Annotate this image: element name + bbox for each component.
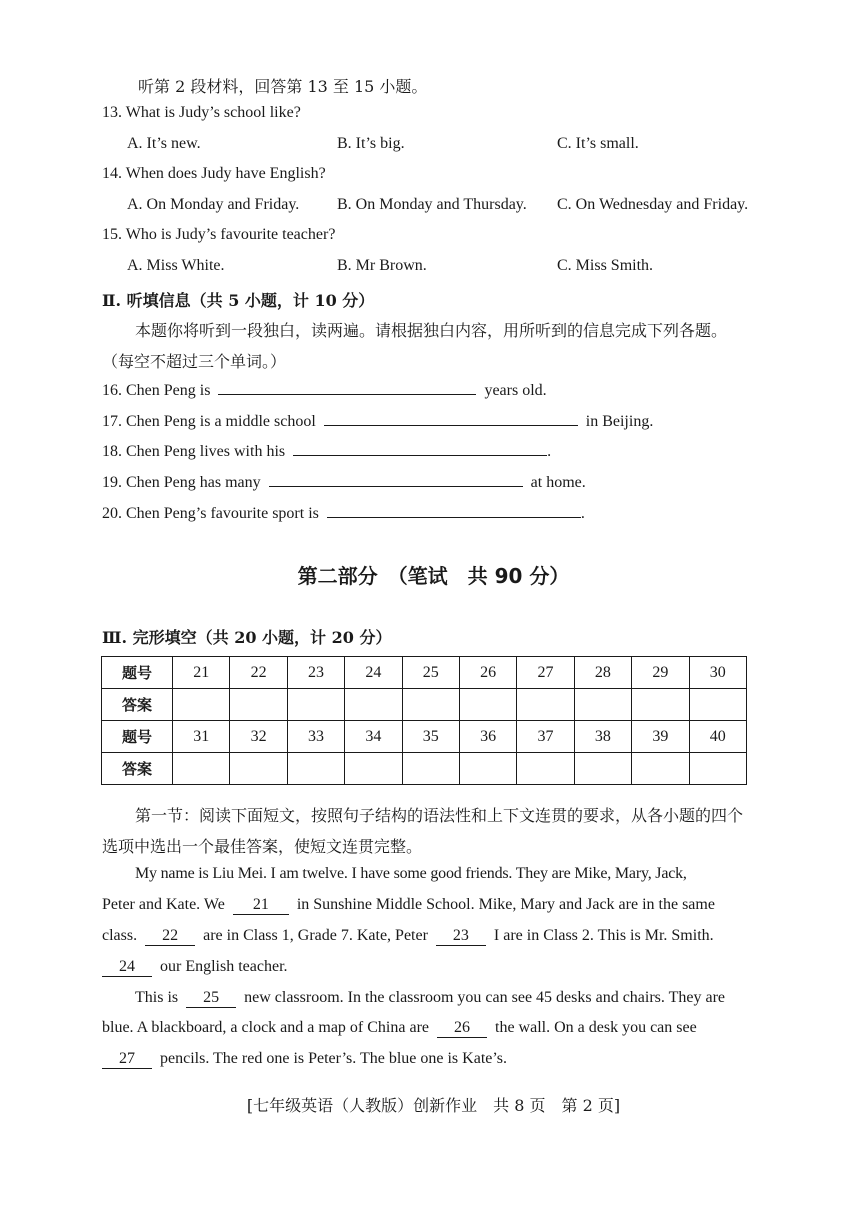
fill-blank-17[interactable] — [324, 411, 578, 426]
passage-text: I are in Class 2. This is Mr. Smith. — [493, 927, 714, 944]
answer-cell[interactable] — [287, 753, 344, 785]
question-number-cell: 34 — [345, 721, 402, 753]
fill-blank-20[interactable] — [327, 503, 581, 518]
passage-text: our English teacher. — [160, 958, 288, 975]
answer-cell[interactable] — [517, 689, 574, 721]
fill-item-19-tail: at home. — [530, 474, 586, 491]
question-number-cell: 22 — [230, 657, 287, 689]
fill-item-16 — [102, 380, 547, 400]
fill-item-19-text: 19. Chen Peng has many — [102, 474, 261, 491]
label-answer: 答案 — [102, 689, 173, 721]
fill-item-20-text: 20. Chen Peng’s favourite sport is — [102, 505, 319, 522]
q14-option-c: C. On Wednesday and Friday. — [557, 196, 749, 213]
q13-option-a: A. It’s new. — [127, 135, 201, 152]
fill-item-16-text: 16. Chen Peng is — [102, 382, 211, 399]
question-number-cell: 23 — [287, 657, 344, 689]
q15-option-c: C. Miss Smith. — [557, 257, 654, 274]
passage-line-1: My name is Liu Mei. I am twelve. I have some good friends. They are Mike, Mary, Jack, — [135, 865, 687, 882]
answer-table — [101, 656, 747, 785]
fill-item-19 — [102, 472, 586, 492]
q14-option-b: B. On Monday and Thursday. — [337, 196, 527, 213]
passage-line-7 — [102, 1050, 507, 1069]
answer-cell[interactable] — [230, 689, 287, 721]
question-number-cell: 30 — [689, 657, 746, 689]
passage-text: class. — [102, 927, 138, 944]
cloze-blank-26[interactable]: 26 — [437, 1019, 487, 1038]
section-3-title: Ⅲ. 完形填空（共 20 小题，计 20 分） — [102, 628, 392, 647]
cloze-blank-21[interactable]: 21 — [233, 896, 289, 915]
answer-cell[interactable] — [689, 753, 746, 785]
answer-cell[interactable] — [345, 753, 402, 785]
fill-item-17 — [102, 411, 653, 431]
question-number-cell: 40 — [689, 721, 746, 753]
answer-cell[interactable] — [459, 753, 516, 785]
fill-item-20 — [102, 503, 585, 523]
fill-item-20-tail: . — [580, 505, 585, 522]
question-13: 13. What is Judy’s school like? — [102, 104, 301, 121]
question-number-cell: 27 — [517, 657, 574, 689]
answer-cell[interactable] — [287, 689, 344, 721]
fill-item-18-tail: . — [547, 443, 552, 460]
question-number-cell: 25 — [402, 657, 459, 689]
cloze-blank-27[interactable]: 27 — [102, 1050, 152, 1069]
section-2-note: （每空不超过三个单词。） — [102, 352, 287, 371]
question-14: 14. When does Judy have English? — [102, 165, 326, 182]
question-number-cell: 21 — [173, 657, 230, 689]
question-number-cell: 37 — [517, 721, 574, 753]
answer-cell[interactable] — [459, 689, 516, 721]
answer-cell[interactable] — [173, 689, 230, 721]
answer-cell[interactable] — [402, 753, 459, 785]
passage-text: Peter and Kate. We — [102, 896, 225, 913]
part-2-title: 第二部分 （笔试 共 90 分） — [297, 564, 570, 588]
answer-table-row — [102, 753, 747, 785]
label-question-number: 题号 — [102, 721, 173, 753]
passage-text: in Sunshine Middle School. Mike, Mary and Jack are in the same — [296, 896, 715, 913]
answer-cell[interactable] — [632, 753, 689, 785]
answer-cell[interactable] — [632, 689, 689, 721]
fill-item-18 — [102, 441, 551, 461]
passage-text: are in Class 1, Grade 7. Kate, Peter — [203, 927, 428, 944]
question-number-cell: 24 — [345, 657, 402, 689]
passage-line-5 — [135, 989, 725, 1008]
passage-text: the wall. On a desk you can see — [495, 1019, 697, 1036]
answer-table-row — [102, 689, 747, 721]
subsection-1-instructions: 第一节：阅读下面短文，按照句子结构的语法性和上下文连贯的要求，从各小题的四个 — [135, 806, 744, 825]
q13-option-c: C. It’s small. — [557, 135, 639, 152]
passage-text: blue. A blackboard, a clock and a map of China are — [102, 1019, 429, 1036]
answer-table-row — [102, 657, 747, 689]
cloze-blank-24[interactable]: 24 — [102, 958, 152, 977]
q15-option-b: B. Mr Brown. — [337, 257, 427, 274]
passage-line-4 — [102, 958, 288, 977]
fill-blank-16[interactable] — [218, 380, 476, 395]
passage-line-3 — [102, 927, 714, 946]
question-number-cell: 29 — [632, 657, 689, 689]
answer-cell[interactable] — [345, 689, 402, 721]
answer-cell[interactable] — [230, 753, 287, 785]
question-number-cell: 39 — [632, 721, 689, 753]
question-number-cell: 26 — [459, 657, 516, 689]
q13-option-b: B. It’s big. — [337, 135, 405, 152]
answer-cell[interactable] — [574, 689, 631, 721]
question-number-cell: 33 — [287, 721, 344, 753]
fill-item-18-text: 18. Chen Peng lives with his — [102, 443, 286, 460]
question-number-cell: 28 — [574, 657, 631, 689]
question-number-cell: 31 — [173, 721, 230, 753]
passage-text: This is — [135, 989, 179, 1006]
subsection-1-instructions-cont: 选项中选出一个最佳答案，使短文连贯完整。 — [102, 837, 423, 856]
passage-line-2 — [102, 896, 715, 915]
answer-cell[interactable] — [574, 753, 631, 785]
fill-blank-19[interactable] — [269, 472, 523, 487]
cloze-blank-25[interactable]: 25 — [186, 989, 236, 1008]
section-2-title: Ⅱ. 听填信息（共 5 小题，计 10 分） — [102, 291, 375, 310]
question-number-cell: 38 — [574, 721, 631, 753]
label-answer: 答案 — [102, 753, 173, 785]
question-number-cell: 36 — [459, 721, 516, 753]
passage-text: pencils. The red one is Peter’s. The blue one is Kate’s. — [160, 1050, 508, 1067]
answer-cell[interactable] — [173, 753, 230, 785]
question-15: 15. Who is Judy’s favourite teacher? — [102, 226, 336, 243]
passage-text: new classroom. In the classroom you can see 45 desks and chairs. They are — [244, 989, 726, 1006]
passage-line-6 — [102, 1019, 697, 1038]
q15-option-a: A. Miss White. — [127, 257, 225, 274]
label-question-number: 题号 — [102, 657, 173, 689]
page-footer: [七年级英语（人教版）创新作业 共 8 页 第 2 页] — [246, 1096, 621, 1115]
q14-option-a: A. On Monday and Friday. — [127, 196, 300, 213]
fill-item-17-text: 17. Chen Peng is a middle school — [102, 413, 316, 430]
listening-intro: 听第 2 段材料，回答第 13 至 15 小题。 — [138, 77, 428, 96]
cloze-blank-22[interactable]: 22 — [145, 927, 195, 946]
question-number-cell: 35 — [402, 721, 459, 753]
fill-item-17-tail: in Beijing. — [585, 413, 654, 430]
cloze-blank-23[interactable]: 23 — [436, 927, 486, 946]
answer-cell[interactable] — [517, 753, 574, 785]
question-number-cell: 32 — [230, 721, 287, 753]
fill-item-16-tail: years old. — [484, 382, 547, 399]
answer-cell[interactable] — [402, 689, 459, 721]
answer-table-row — [102, 721, 747, 753]
section-2-instructions: 本题你将听到一段独白，读两遍。请根据独白内容，用所听到的信息完成下列各题。 — [135, 321, 728, 340]
answer-cell[interactable] — [689, 689, 746, 721]
fill-blank-18[interactable] — [293, 441, 547, 456]
